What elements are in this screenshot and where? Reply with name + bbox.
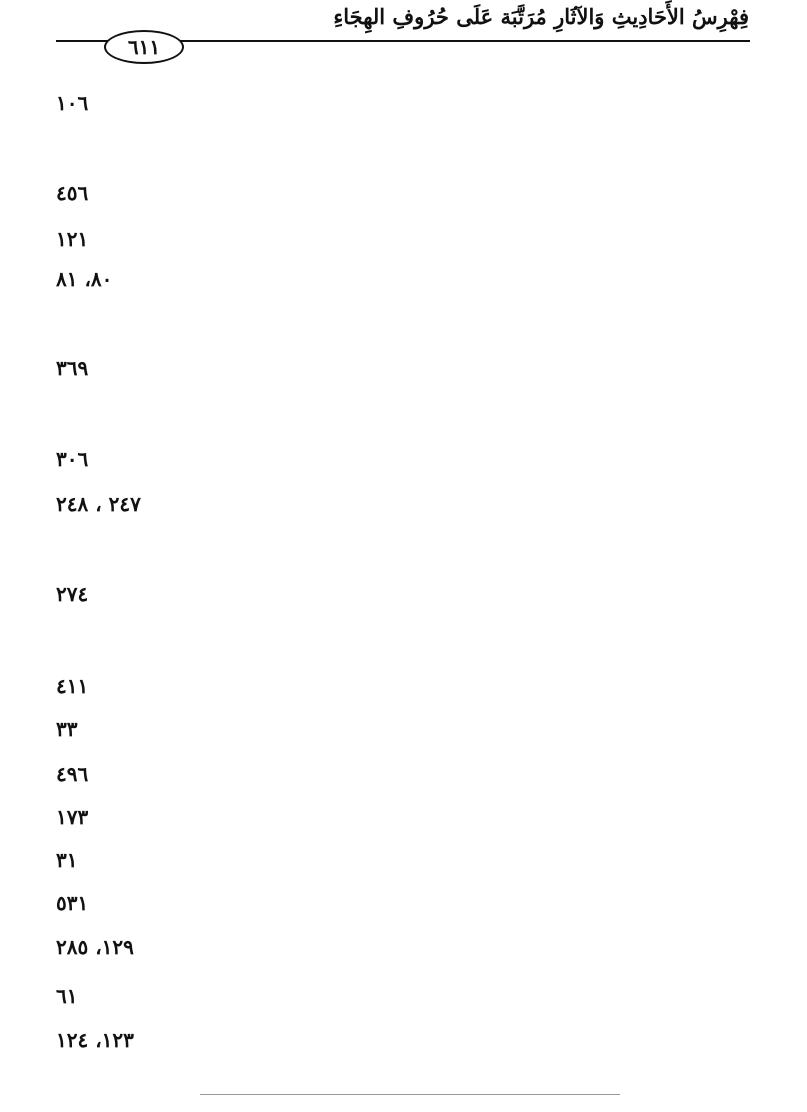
page-ref: ٨٠، ٨١ — [56, 267, 113, 291]
page-ref: ١٢٩، ٢٨٥ — [56, 935, 134, 959]
page-title: فِهْرِسُ الأَحَادِيثِ وَالآثَارِ مُرَتَّبَة عَلَى حُرُوفِ الهِجَاءِ — [333, 4, 749, 29]
page-ref: ١٢٣، ١٢٤ — [56, 1028, 134, 1052]
page-ref: ٣٠٦ — [56, 447, 89, 471]
page-ref: ٥٣١ — [56, 891, 89, 915]
footer-rule — [200, 1094, 620, 1095]
page-ref: ١٢١ — [56, 227, 89, 251]
page-ref: ٤٥٦ — [56, 181, 89, 205]
page-ref: ١٠٦ — [56, 91, 89, 115]
page-ref: ٣٣ — [56, 717, 78, 741]
page-ref: ٤١١ — [56, 674, 89, 698]
page-ref: ٢٧٤ — [56, 582, 89, 606]
page-ref: ١٧٣ — [56, 805, 89, 829]
page-ref: ٣١ — [56, 848, 78, 872]
page-ref: ٦١ — [56, 984, 78, 1008]
page-ref: ٤٩٦ — [56, 762, 89, 786]
page-ref: ٢٤٧ ، ٢٤٨ — [56, 492, 141, 516]
page-number-badge: ٦١١ — [104, 30, 184, 64]
page-ref: ٣٦٩ — [56, 356, 89, 380]
